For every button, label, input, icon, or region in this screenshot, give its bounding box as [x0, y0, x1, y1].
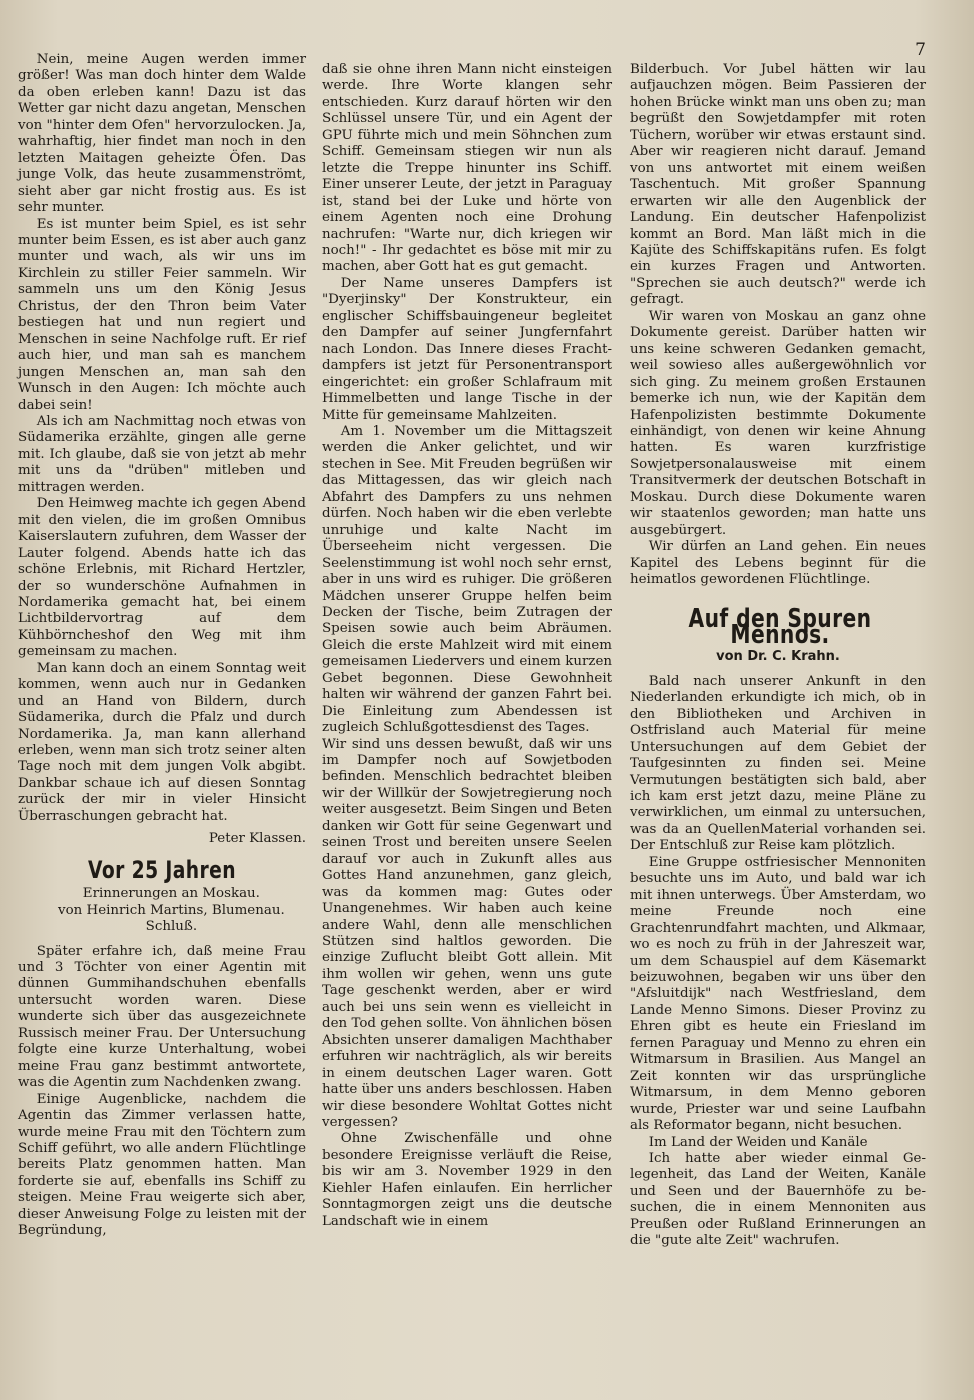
author-signature: Peter Klassen. [208, 831, 306, 847]
paragraph: Den Heimweg machte ich gegen Abend mit den vielen, die im großen Omnibus Kaiserslautern zufuhren, dem Wasser der Lauter folgend. Abends hatte ich das schöne Erlebnis, mit Richard Hertzler, der so wunderschöne Aufnahmen in Nordamerika gemacht hat, bei einem Lichtbildervortrag auf dem Kühbörncheshof den Weg mit ihm gemeinsam zu machen. [18, 496, 306, 660]
column-3 [630, 62, 926, 1250]
page-number: 7 [915, 40, 926, 60]
paragraph: daß sie ohne ihren Mann nicht einsteigen werde. Ihre Worte klangen sehr entschieden. Kurz darauf hörten wir den Schlüssel unsere Tür, und ein Agent der GPU führte mich und mein Söhnchen zum Schiff. Gemeinsam stiegen wir nun als letzte die Treppe hinunter ins Schiff. Einer unserer Leute, der jetzt in Paraguay ist, stand bei der Luke und hörte von einem Agenten noch eine Drohung nachrufen: "Warte nur, dich kriegen wir noch!" - Ihr gedachtet es böse mit mir zu machen, aber Gott hat es gut gemacht. [322, 62, 612, 275]
paragraph: Wir waren von Moskau an ganz ohne Dokumente gereist. Darüber hatten wir uns keine schweren Gedanken gemacht, weil sowieso alles außergewöhnlich vor sich ging. Zu meinem großen Erstaunen bemerke ich nun, wie der Kapitän dem Hafenpolizisten bestimmte Dokumente einhändigt, von denen wir keine Ahnung hatten. Es waren kurzfristige Sowjetpersonalausweise mit einem Transitvermerk der deutschen Botschaft in Moskau. Durch diese Dokumente waren wir staatenlos geworden; man hatte uns ausgebürgert. [630, 308, 926, 538]
paragraph: Der Name unseres Dampfers ist "Dyerjinsky" Der Konstrukteur, ein englischer Schiffsbauingeneur begleitet den Dampfer auf seiner Jungfernfahrt nach London. Das Innere dieses Frachtdampfers ist jetzt für Personentransport eingerichtet: ein großer Schlafraum mit Himmelbetten und lange Tische in der Mitte für gemeinsame Mahlzeiten. [322, 275, 612, 423]
column-1 [18, 52, 306, 1240]
article-subtitle: Erinnerungen an Moskau. [82, 886, 260, 902]
paragraph: Als ich am Nachmittag noch etwas von Südamerika erzählte, gingen alle gerne mit. Ich glaube, daß sie von jetzt ab mehr mit uns da "drüben" mitleben und mittragen werden. [18, 413, 306, 495]
column-2 [322, 62, 612, 1230]
paragraph: Nein, meine Augen werden immer größer! Was man doch hinter dem Walde da oben erleben kann! Dazu ist das Wetter gar nicht dazu angetan, Menschen von "hinter dem Ofen" hervorzulocken. Ja, wahrhaftig, hier findet man noch in den letzten Maitagen geheizte Öfen. Das junge Volk, das heute zusammenströmt, sieht aber gar nicht frostig aus. Es ist sehr munter. [18, 52, 306, 216]
paragraph: Bilderbuch. Vor Jubel hätten wir lau aufjauchzen mögen. Beim Passieren der hohen Brücke winkt man uns oben zu; man begrüßt den Sowjetdampfer mit roten Tüchern, worüber wir etwas erstaunt sind. Aber wir reagieren nicht darauf. Jemand von uns antwortet mit einem weißen Taschentuch. Mit großer Spannung erwarten wir alle den Augenblick der Landung. Ein deutscher Hafenpolizist kommt an Bord. Man läßt mich in die Kajüte des Schiffskapitäns rufen. Es folgt ein kurzes Fragen und Antworten. "Sprechen sie auch deutsch?" werde ich gefragt. [630, 62, 926, 308]
article-continuation-note: Schluß. [145, 919, 198, 935]
paragraph: Am 1. November um die Mittagszeit werden die Anker gelichtet, und wir stechen in See. Mit Freuden begrüßen wir das Mittagessen, das wir gleich nach Abfahrt des Dampfers zu uns nehmen dürfen. Noch haben wir die eben verlebte unruhige und kalte Nacht im Überseeheim nicht vergessen. Die Seelenstimmung ist wohl noch sehr ernst, aber in uns wird es ruhiger. Die größeren Mädchen unserer Gruppe helfen beim Decken der Tische, beim Zutragen der Speisen sowie auch beim Abräumen. Gleich die erste Mahlzeit wird mit einem gemeisamen Liedervers und einem kurzen Gebet begonnen. Diese Gewohnheit halten wir während der ganzen Fahrt bei. Die Einleitung zum Abendessen ist zugleich Schlußgottesdienst des Tages. [322, 423, 612, 736]
article-title: Vor 25 Jahren [88, 855, 236, 884]
paragraph: Es ist munter beim Spiel, es ist sehr munter beim Essen, es ist aber auch ganz munter und wach, als wir uns im Kirchlein zu stiller Feier sammeln. Wir sammeln uns um den König Jesus Christus, der den Thron beim Vater bestiegen hat und nun regiert und Menschen in seine Nachfolge ruft. Er rief auch hier, und man sah es manchem jungen Menschen an, man sah den Wunsch in den Augen: Ich möchte auch dabei sein! [18, 216, 306, 413]
paragraph: Ich hatte aber wieder einmal Gelegenheit, das Land der Weiten, Kanäle und Seen und der Bauernhöfe zu besuchen, die in einem Mennoniten aus Preußen oder Rußland Erinnerungen an die "gute alte Zeit" wachrufen. [630, 1151, 926, 1249]
paragraph: Eine Gruppe ostfriesischer Mennoniten besuchte uns im Auto, und bald war ich mit ihnen unterwegs. Über Amsterdam, wo meine Freunde noch eine Grachtenrundfahrt machten, und Alkmaar, wo es noch zu früh in der Jahreszeit war, um dem Schauspiel auf dem Käsemarkt beizuwohnen, begaben wir uns über den "Afsluitdijk" nach Westfriesland, dem Lande Menno Simons. Dieser Provinz zu Ehren gibt es heute ein Friesland im fernen Paraguay und Menno zu ehren ein Witmarsum in Brasilien. Aus Mangel an Zeit konnten wir das ursprüngliche Witmarsum, in dem Menno geboren wurde, Priester war und seine Laufbahn als Reformator begann, nicht besuchen. [630, 854, 926, 1134]
paragraph: Wir dürfen an Land gehen. Ein neues Kapitel des Lebens beginnt für die heimatlos gewordenen Flüchtlinge. [630, 539, 926, 588]
article-author: von Heinrich Martins, Blumenau. [58, 902, 285, 918]
paragraph: Einige Augenblicke, nachdem die Agentin das Zimmer verlassen hatte, wurde meine Frau mit den Töchtern zum Schiff geführt, wo alle andern Flüchtlinge bereits Platz genommen hatten. Man forderte sie auf, ebenfalls ins Schiff zu steigen. Meine Frau weigerte sich aber, dieser Anweisung Folge zu leisten mit der Begründung, [18, 1091, 306, 1239]
paragraph: Später erfahre ich, daß meine Frau und 3 Töchter von einer Agentin mit dünnen Gummihandschuhen ebenfalls untersucht worden waren. Diese wunderte sich über das ausgezeichnete Russisch meiner Frau. Der Untersuchung folgte eine kurze Unterhaltung, wobei meine Frau ganz bestimmt antwortete, was die Agentin zum Nachdenken zwang. [18, 943, 306, 1091]
article-byline: von Dr. C. Krahn. [716, 649, 840, 665]
article-title: Auf den Spuren Mennos. [688, 603, 872, 650]
paragraph: Bald nach unserer Ankunft in den Niederlanden erkundigte ich mich, ob in den Bibliotheken und Archiven in Ostfrisland auch Material für meine Untersuchungen auf dem Gebiet der Taufgesinnten zu finden sei. Meine Vermutungen bestätigten sich bald, aber ich kam erst jetzt dazu, meine Pläne zu verwirklichen, um einmal zu untersuchen, was da an QuellenMaterial vorhanden sei. Der Entschluß zur Reise kam plötzlich. [630, 673, 926, 854]
paragraph: Man kann doch an einem Sonntag weit kommen, wenn auch nur in Gedanken und an Hand von Bildern, durch Südamerika, durch die Pfalz und durch Nordamerika. Ja, man kann allerhand erleben, wenn man sich trotz seiner alten Tage noch mit dem jungen Volk abgibt. Dankbar schaue ich auf diesen Sonntag zurück der mir in vieler Hinsicht Überraschungen gebracht hat. [18, 660, 306, 824]
paragraph: Wir sind uns dessen bewußt, daß wir uns im Dampfer noch auf Sowjetboden befinden. Menschlich bedrachtet bleiben wir der Willkür der Sowjetregierung noch weiter ausgesetzt. Beim Singen und Beten danken wir Gott für seine Gegenwart und seinen Trost und bereiten unsere Seelen darauf vor auch in Zukunft alles aus Gottes Hand anzunehmen, ganz gleich, was da kommen mag: Gutes oder Unangenehmes. Wir haben auch keine andere Wahl, denn alle menschlichen Stützen sind haltlos geworden. Die einzige Zuflucht bleibt Gott allein. Mit ihm wollen wir gehen, wenn uns gute Tage geschenkt werden, aber er wird auch bei uns sein wenn es vielleicht in den Tod gehen sollte. Von ähnlichen bösen Absichten unserer damaligen Machthaber erfuhren wir nachträglich, als wir bereits in einem deutschen Lager waren. Gott hatte über uns anders beschlossen. Haben wir diese besondere Wohltat Gottes nicht vergessen? [322, 736, 612, 1130]
section-heading: Im Land der Weiden und Kanäle [648, 1134, 868, 1150]
paragraph: Ohne Zwischenfälle und ohne besondere Ereignisse verläuft die Reise, bis wir am 3. November 1929 in den Kiehler Hafen einlaufen. Ein herrlicher Sonntagmorgen zeigt uns die deutsche Landschaft wie in einem [322, 1131, 612, 1229]
